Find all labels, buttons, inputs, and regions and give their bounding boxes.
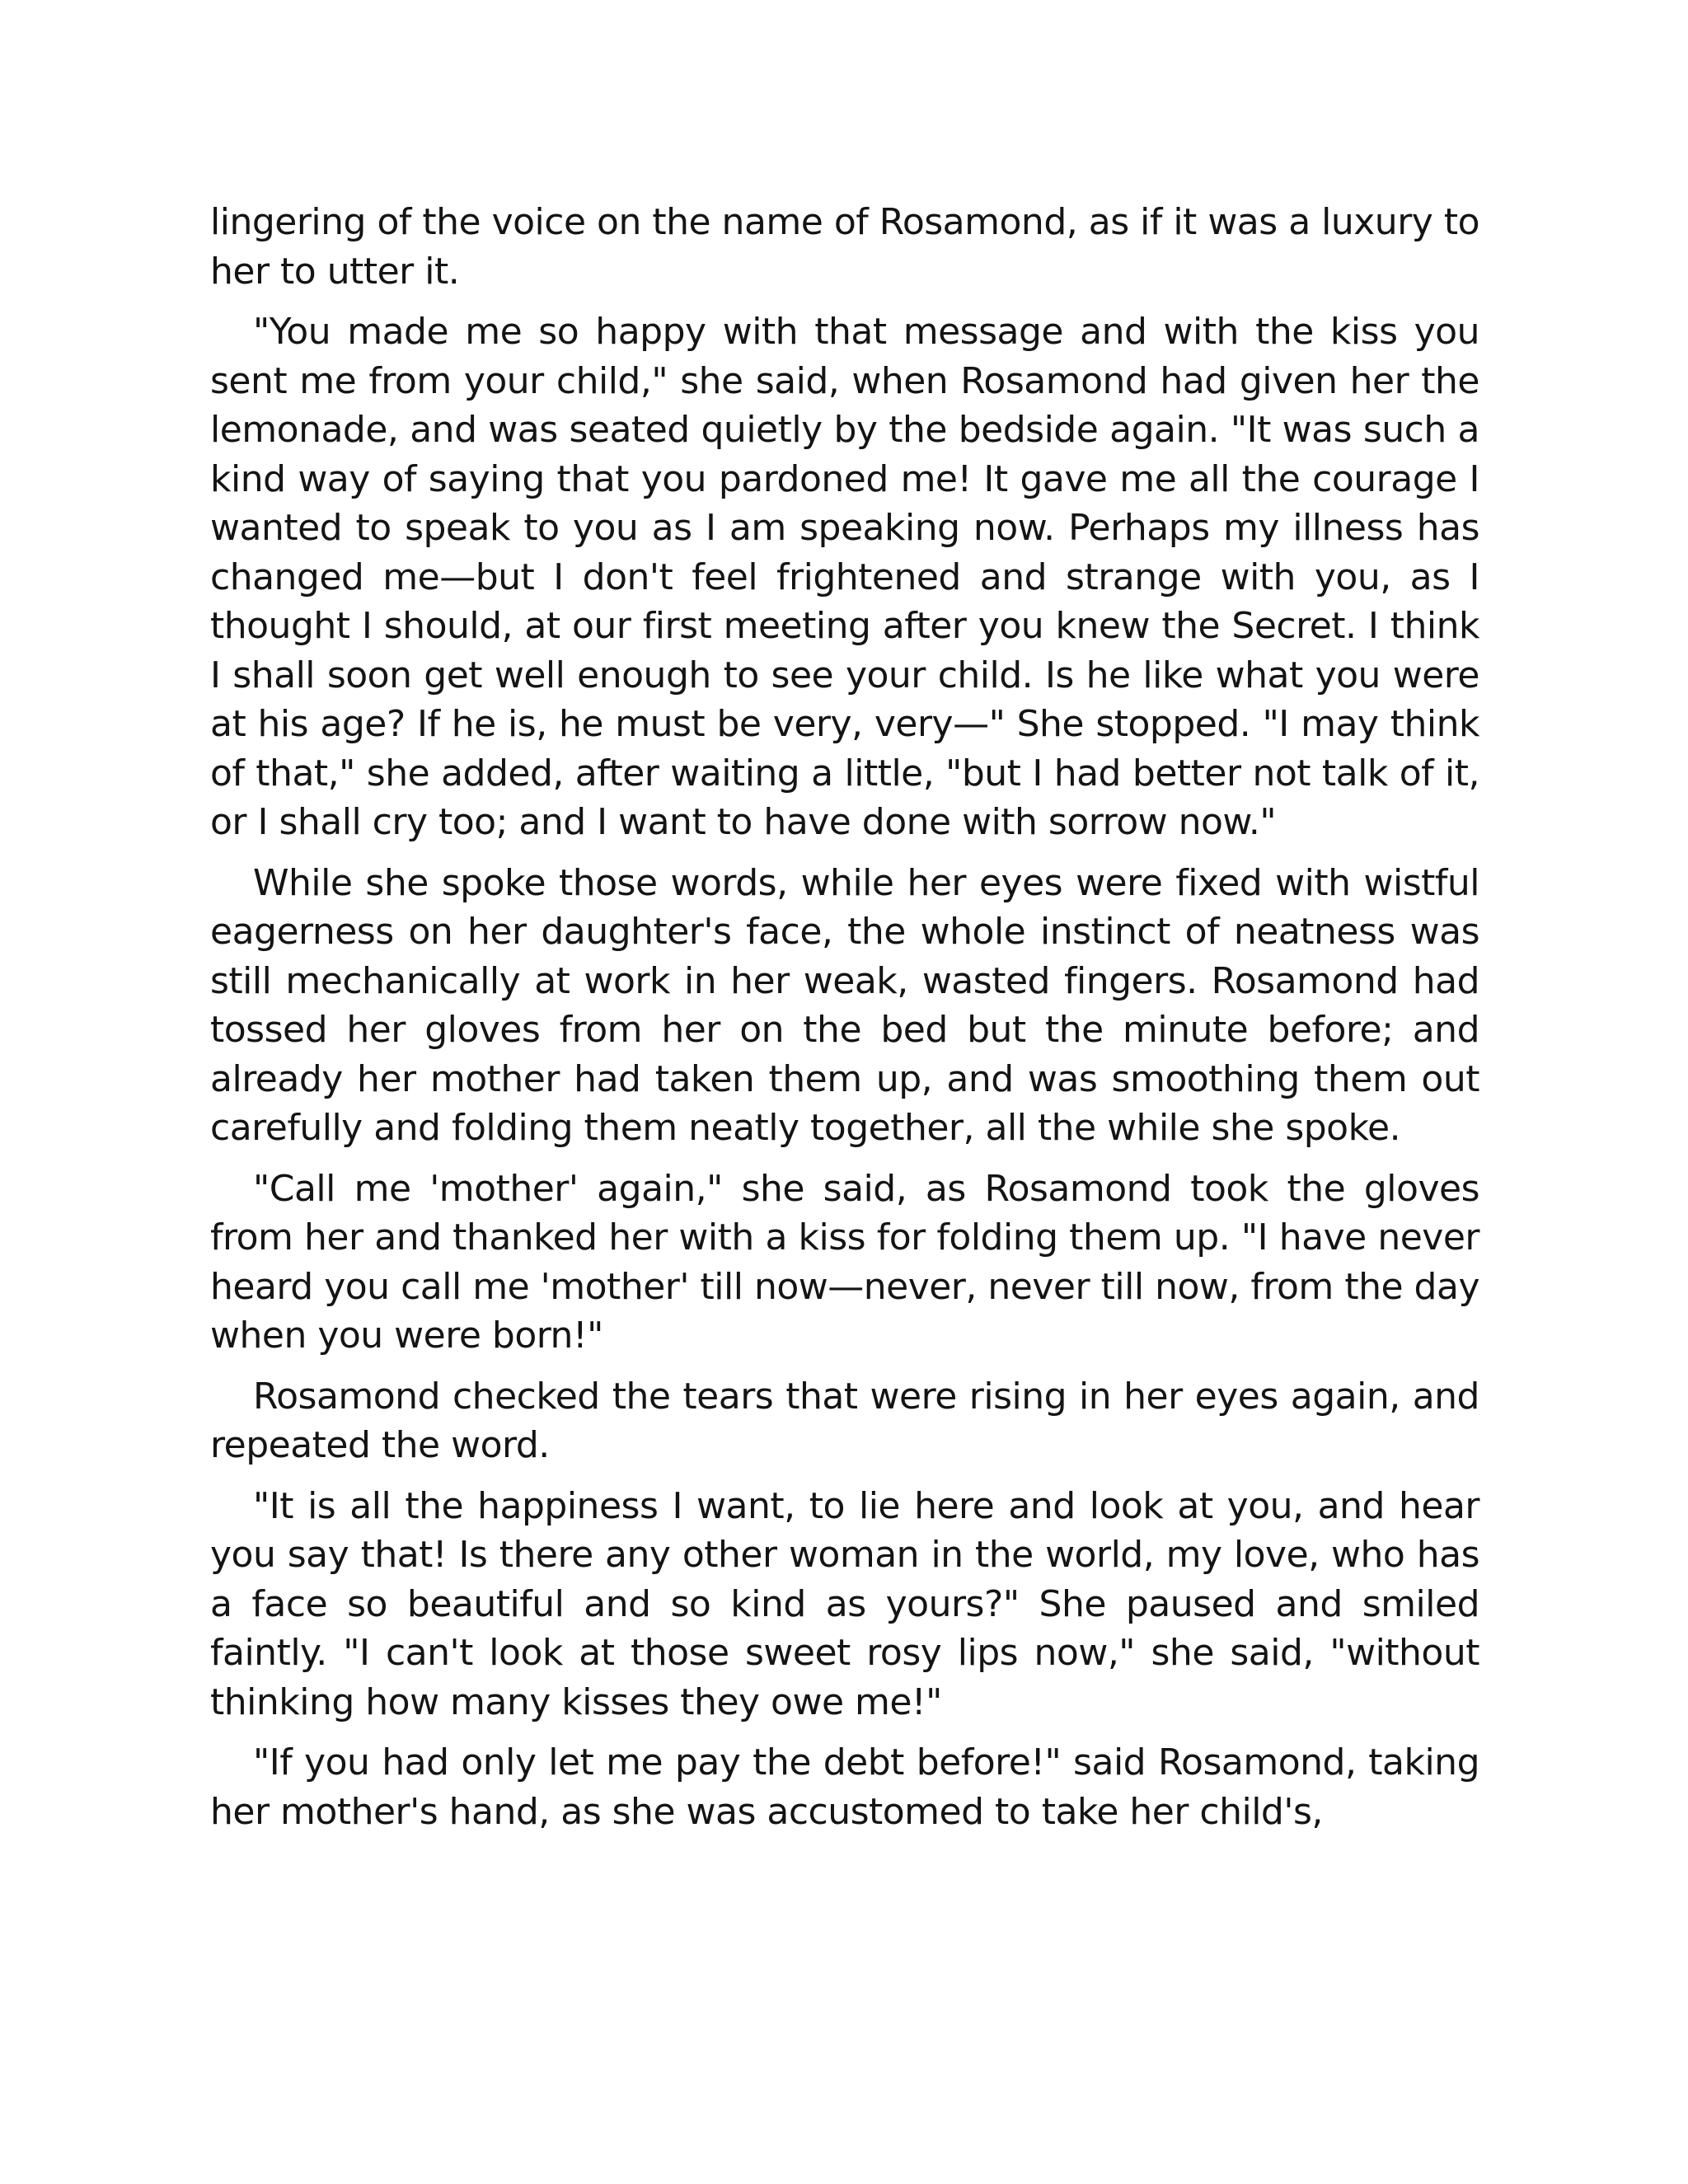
paragraph: Rosamond checked the tears that were rising in her eyes again, and repeated the word.: [210, 1375, 1479, 1466]
paragraph-continued: lingering of the voice on the name of Rosamond, as if it was a luxury to her to utter it.: [210, 201, 1479, 293]
paragraph: "It is all the happiness I want, to lie here and look at you, and hear you say that! Is there any other woman in the world, my love, who has a face so beautiful and so kind as yours?" She paused and smiled faintly. "I can't look at those sweet rosy lips now," she said, "without thinking how many kisses they owe me!": [210, 1484, 1479, 1723]
paragraph: "Call me 'mother' again," she said, as Rosamond took the gloves from her and thanked her with a kiss for folding them up. "I have never heard you call me 'mother' till now—never, never till now, from the day when you were born!": [210, 1167, 1479, 1357]
paragraph: While she spoke those words, while her eyes were fixed with wistful eagerness on her daughter's face, the whole instinct of neatness was still mechanically at work in her weak, wasted fingers. Rosamond had tossed her gloves from her on the bed but the minute before; and already her mother had taken them up, and was smoothing them out carefully and folding them neatly together, all the while she spoke.: [210, 861, 1479, 1149]
paragraph: "You made me so happy with that message and with the kiss you sent me from your child," she said, when Rosamond had given her the lemonade, and was seated quietly by the bedside again. "It was such a kind way of saying that you pardoned me! It gave me all the courage I wanted to speak to you as I am speaking now. Perhaps my illness has changed me—but I don't feel frightened and strange with you, as I thought I should, at our first meeting after you knew the Secret. I think I shall soon get well enough to see your child. Is he like what you were at his age? If he is, he must be very, very—" She stopped. "I may think of that," she added, after waiting a little, "but I had better not talk of it, or I shall cry too; and I want to have done with sorrow now.": [210, 311, 1479, 843]
paragraph: "If you had only let me pay the debt before!" said Rosamond, taking her mother's hand, as she was accustomed to take her child's,: [210, 1741, 1479, 1833]
book-page: [210, 198, 1479, 1848]
